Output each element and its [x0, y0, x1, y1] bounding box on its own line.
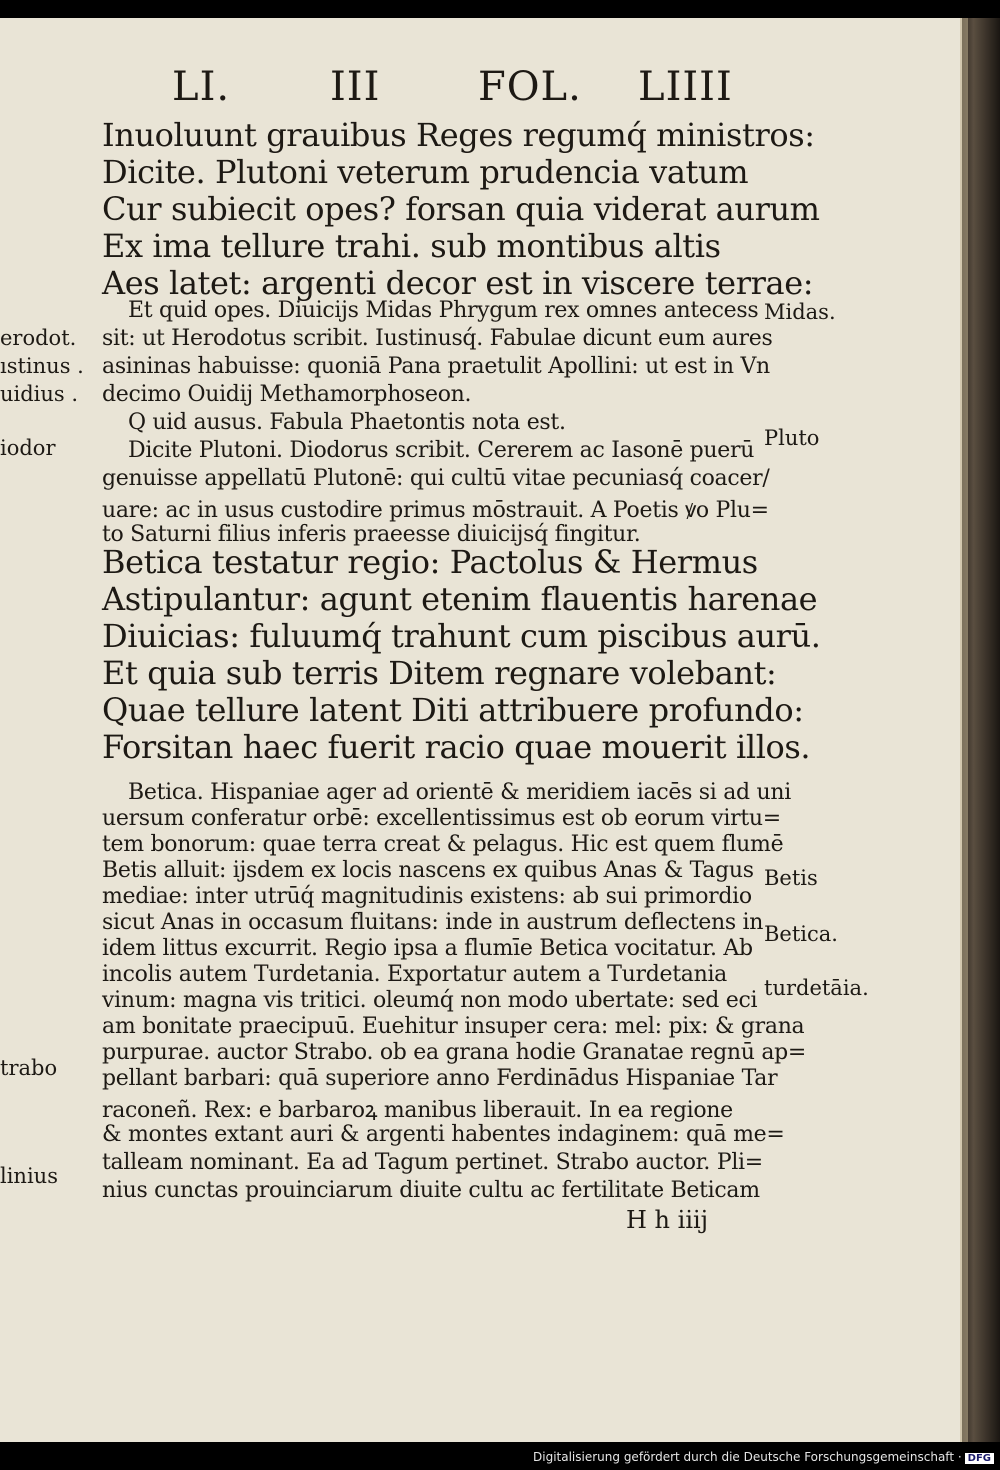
commentary-line: asininas habuisse: quoniā Pana praetulit Apollini: ut est in Vn — [102, 354, 770, 379]
commentary-line: uare: ac in usus custodire primus mōstrauit. A Poetis ꝟo Plu= — [102, 498, 769, 523]
commentary-line: genuisse appellatū Plutonē: qui cultū vitae pecuniasq́ coacer/ — [102, 466, 770, 491]
commentary-line: am bonitate praecipuū. Euehitur insuper cera: mel: pix: & grana — [102, 1014, 805, 1039]
header-folio-number: LIIII — [638, 64, 733, 110]
commentary-line: pellant barbari: quā superiore anno Ferdinādus Hispaniae Tar — [102, 1066, 778, 1091]
commentary-line: to Saturni filius inferis praeesse diuicijsq́ fingitur. — [102, 522, 641, 547]
commentary-line: raconeñ. Rex: e barbaroꝝ manibus liberauit. In ea regione — [102, 1098, 733, 1123]
margin-note-right: Pluto — [764, 426, 820, 450]
commentary-line: purpurae. auctor Strabo. ob ea grana hodie Granatae regnū ap= — [102, 1040, 807, 1065]
commentary-line: sicut Anas in occasum fluitans: inde in austrum deflectens in — [102, 910, 764, 935]
header-book-number: LI. — [172, 64, 231, 110]
verse-line: Diuicias: fuluumq́ trahunt cum piscibus aurū. — [102, 617, 821, 655]
margin-note-left: trabo — [0, 1056, 58, 1080]
page-edge — [960, 18, 968, 1442]
verse-line: Betica testatur regio: Pactolus & Hermus — [102, 543, 758, 581]
commentary-line: mediae: inter utrūq́ magnitudinis existens: ab sui primordio — [102, 884, 752, 909]
signature-mark: H h iiij — [626, 1206, 709, 1234]
header-folio-label: FOL. — [478, 64, 582, 110]
margin-note-left: uidius . — [0, 382, 79, 406]
margin-note-left: linius — [0, 1164, 58, 1188]
digitization-credit — [533, 1450, 994, 1464]
commentary-line: tem bonorum: quae terra creat & pelagus. Hic est quem flumē — [102, 832, 784, 857]
margin-note-right: Betica. — [764, 922, 838, 946]
verse-line: Inuoluunt grauibus Reges regumq́ ministros: — [102, 116, 815, 154]
margin-note-right: Betis — [764, 866, 818, 890]
verse-line: Cur subiecit opes? forsan quia viderat aurum — [102, 190, 820, 228]
commentary-line: Betica. Hispaniae ager ad orientē & meridiem iacēs si ad uni — [128, 780, 791, 805]
dfg-logo: DFG — [965, 1453, 994, 1464]
commentary-line: idem littus excurrit. Regio ipsa a flumīe Betica vocitatur. Ab — [102, 936, 753, 961]
commentary-line: decimo Ouidij Methamorphoseon. — [102, 382, 472, 407]
commentary-line: talleam nominant. Ea ad Tagum pertinet. Strabo auctor. Pli= — [102, 1150, 763, 1175]
commentary-line: sit: ut Herodotus scribit. Iustinusq́. Fabulae dicunt eum aures — [102, 326, 773, 351]
verse-line: Et quia sub terris Ditem regnare volebant: — [102, 654, 777, 692]
commentary-line: nius cunctas prouinciarum diuite cultu ac fertilitate Beticam — [102, 1178, 760, 1203]
header-chapter-number: III — [330, 64, 381, 110]
commentary-line: incolis autem Turdetania. Exportatur autem a Turdetania — [102, 962, 727, 987]
commentary-line: vinum: magna vis tritici. oleumq́ non modo ubertate: sed eci — [102, 988, 758, 1013]
commentary-line: Dicite Plutoni. Diodorus scribit. Cererem ac Iasonē puerū — [128, 438, 755, 463]
verse-line: Forsitan haec fuerit racio quae mouerit illos. — [102, 728, 811, 766]
commentary-line: Et quid opes. Diuicijs Midas Phrygum rex omnes antecess — [128, 298, 759, 323]
commentary-line: Q uid ausus. Fabula Phaetontis nota est. — [128, 410, 566, 435]
margin-note-left: iodor — [0, 436, 56, 460]
commentary-line: Betis alluit: ijsdem ex locis nascens ex quibus Anas & Tagus — [102, 858, 754, 883]
margin-note-left: erodot. — [0, 326, 77, 350]
margin-note-right: Midas. — [764, 300, 836, 324]
verse-line: Quae tellure latent Diti attribuere profundo: — [102, 691, 804, 729]
verse-line: Ex ima tellure trahi. sub montibus altis — [102, 227, 721, 265]
credit-text: Digitalisierung gefördert durch die Deutsche Forschungsgemeinschaft · — [533, 1450, 962, 1464]
commentary-line: & montes extant auri & argenti habentes indaginem: quā me= — [102, 1122, 785, 1147]
commentary-line: uersum conferatur orbē: excellentissimus est ob eorum virtu= — [102, 806, 781, 831]
margin-note-right: turdetāia. — [764, 976, 869, 1000]
verse-line: Aes latet: argenti decor est in viscere terrae: — [102, 264, 814, 302]
verse-line: Dicite. Plutoni veterum prudencia vatum — [102, 153, 749, 191]
verse-line: Astipulantur: agunt etenim flauentis harenae — [102, 580, 818, 618]
margin-note-left: ıstinus . — [0, 354, 84, 378]
